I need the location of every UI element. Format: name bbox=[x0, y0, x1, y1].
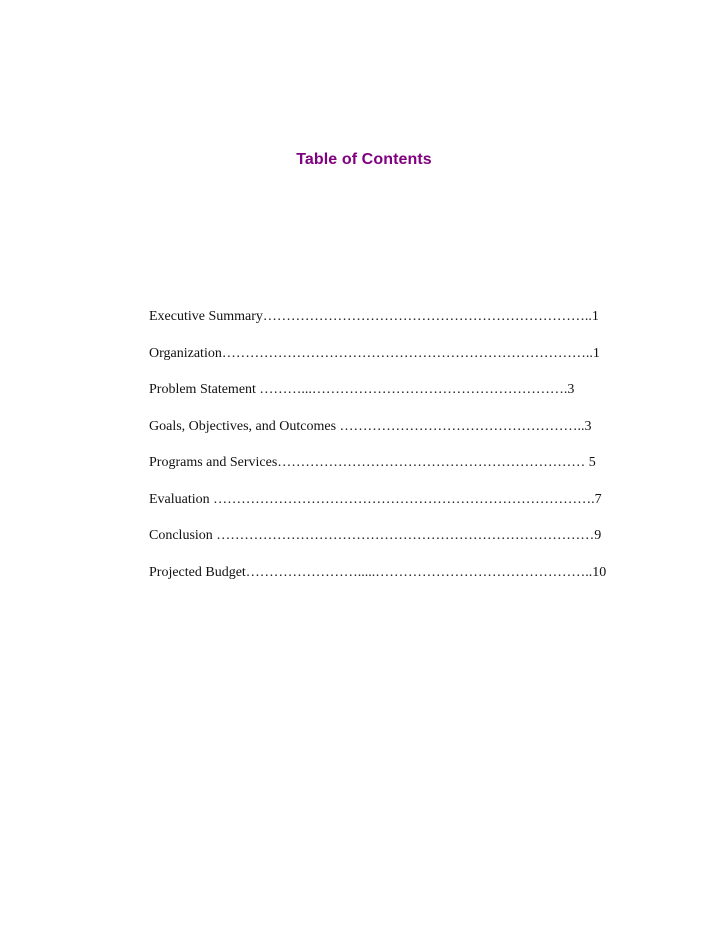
toc-entry-text: Projected Budget…………………….....………………………………………..10 bbox=[149, 564, 607, 580]
toc-entry-text: Executive Summary……………………………………………………………..1 bbox=[149, 309, 599, 324]
toc-entry-problem-statement bbox=[149, 379, 619, 416]
toc-entry-text: Evaluation ……………………………………………………………………….7 bbox=[149, 491, 602, 507]
toc-entry-goals-objectives-outcomes bbox=[149, 416, 619, 453]
toc-entry-evaluation bbox=[149, 489, 619, 526]
toc-entry-projected-budget bbox=[149, 562, 619, 599]
toc-list bbox=[149, 306, 619, 598]
toc-entry-conclusion bbox=[149, 525, 619, 562]
toc-entry-text: Problem Statement ………...……………………………………………….3 bbox=[149, 382, 575, 397]
toc-entry-text: Programs and Services………………………………………………………… 5 bbox=[149, 455, 596, 470]
toc-entry-organization bbox=[149, 343, 619, 380]
toc-entry-text: Conclusion ………………………………………………………………………9 bbox=[149, 528, 602, 543]
toc-entry-text: Organization……………………………………………………………………..1 bbox=[149, 345, 600, 361]
toc-entry-text: Goals, Objectives, and Outcomes ……………………………………………..3 bbox=[149, 418, 592, 434]
toc-entry-executive-summary bbox=[149, 306, 619, 343]
page-title: Table of Contents bbox=[296, 151, 432, 168]
toc-entry-programs-services bbox=[149, 452, 619, 489]
